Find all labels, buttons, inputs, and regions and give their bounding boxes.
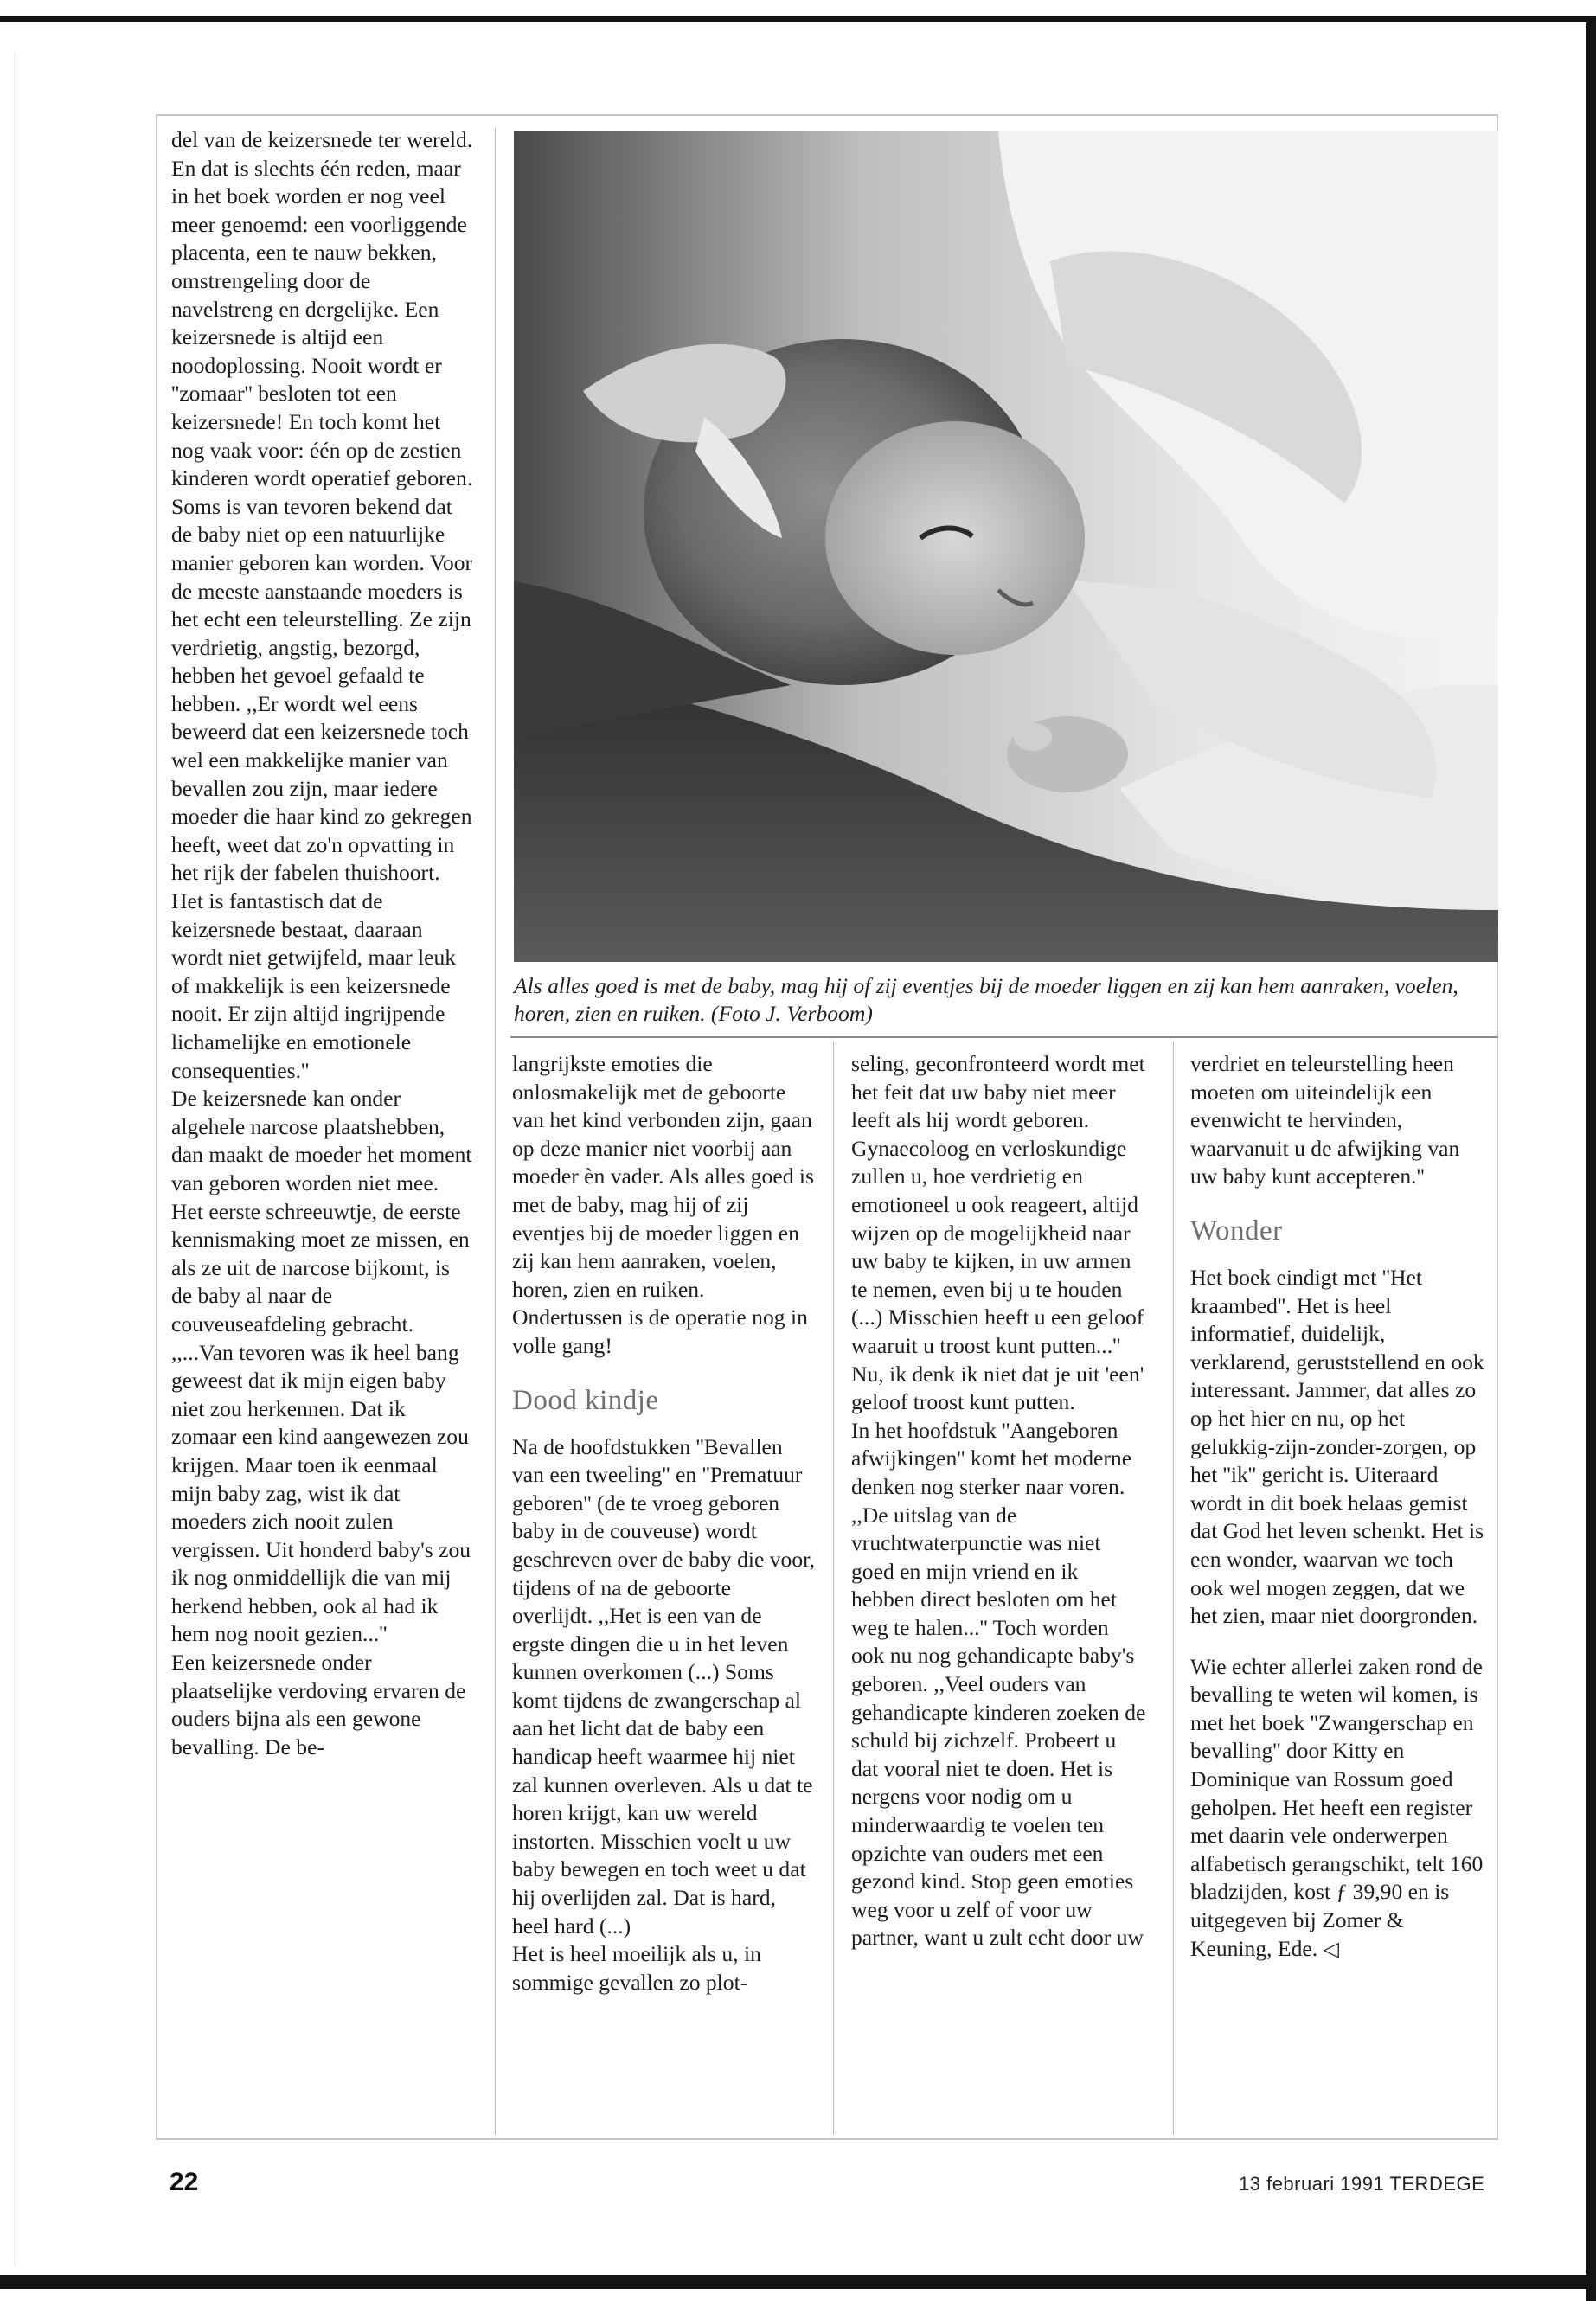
paragraph: verdriet en teleurstelling heen moeten om uiteindelijk een evenwicht te hervinden, waarvanuit u de afwijking van uw baby kunt accepteren.'' xyxy=(1190,1051,1460,1189)
photo-caption: Als alles goed is met de baby, mag hij of zij eventjes bij de moeder liggen en zij kan hem aanraken, voelen, horen, zien en ruiken. (Foto J. Verboom) xyxy=(514,973,1458,1026)
paragraph: Een keizersnede onder plaatselijke verdoving ervaren de ouders bijna als een gewone bevalling. De be- xyxy=(171,1650,466,1759)
publication-date: 13 februari 1991 TERDEGE xyxy=(1239,2173,1485,2195)
paragraph: Na de hoofdstukken ''Bevallen van een tweeling'' en ''Prematuur geboren'' (de te vroeg geboren baby in de couveuse) wordt geschreven over de baby die voor, tijdens of na de geboorte overlijdt. ,,Het is een van de ergste dingen die u in het leven kunnen overkomen (...) Soms komt tijdens de zwangerschap al aan het licht dat de baby een handicap heeft waarmee hij niet zal kunnen overleven. Als u dat te horen krijgt, kan uw wereld instorten. Misschien voelt u uw baby bewegen en toch weet u dat hij overlijden zal. Dat is hard, heel hard (...) xyxy=(512,1433,816,1939)
article-column-2 xyxy=(512,1050,817,1997)
subheading-dood-kindje: Dood kindje xyxy=(512,1384,659,1416)
paragraph: seling, geconfronteerd wordt met het feit dat uw baby niet meer leeft als hij wordt geboren. Gynaecoloog en verloskundige zullen u, hoe verdrietig en emotioneel u ook reageert, altijd wijzen op de mogelijkheid naar uw baby te kijken, in uw armen te nemen, even bij u te houden (...) Misschien heeft u een geloof waaruit u troost kunt putten...'' Nu, ik denk ik niet dat je uit 'een' geloof troost kunt putten. xyxy=(851,1051,1145,1415)
paragraph: langrijkste emoties die onlosmakelijk met de geboorte van het kind verbonden zijn, gaan op deze manier niet voorbij aan moeder èn vader. Als alles goed is met de baby, mag hij of zij eventjes bij de moeder liggen en zij kan hem aanraken, voelen, horen, zien en ruiken. Ondertussen is de operatie nog in volle gang! xyxy=(512,1051,814,1358)
paragraph: In het hoofdstuk ''Aangeboren afwijkingen'' komt het moderne denken nog sterker naar voren. ,,De uitslag van de vruchtwaterpunctie was niet goed en mijn vriend en ik hebben direct besloten om het weg te halen...'' Toch worden ook nu nog gehandicapte baby's geboren. ,,Veel ouders van gehandicapte kinderen zoeken de schuld bij zichzelf. Probeert u dat vooral niet te doen. Het is nergens voor nodig om u minderwaardig te voelen ten opzichte van ouders met een gezond kind. Stop geen emoties weg voor u zelf of voor uw partner, want u zult echt door uw xyxy=(851,1417,1146,1951)
page-number: 22 xyxy=(170,2168,199,2196)
paragraph: De keizersnede kan onder algehele narcose plaatshebben, dan maakt de moeder het moment van geboren worden niet mee. Het eerste schreeuwtje, de eerste kennismaking moet ze missen, en als ze uit de narcose bijkomt, is de baby al naar de couveuseafdeling gebracht. ,,...Van tevoren was ik heel bang geweest dat ik mijn eigen baby niet zou herkennen. Dat ik zomaar een kind aangewezen zou krijgen. Maar toen ik eenmaal mijn baby zag, wist ik dat moeders zich nooit zulen vergissen. Uit honderd baby's zou ik nog onmiddellijk die van mij herkend hebben, ook al had ik hem nog nooit gezien...'' xyxy=(171,1086,472,1647)
scan-margin-line xyxy=(14,52,15,2266)
paragraph: del van de keizersnede ter wereld. En dat is slechts één reden, maar in het boek worden er nog veel meer genoemd: een voorliggende placenta, een te nauw bekken, omstrengeling door de navelstreng en dergelijke. Een keizersnede is altijd een noodoplossing. Nooit wordt er ''zomaar'' besloten tot een keizersnede! En toch komt het nog vaak voor: één op de zestien kinderen wordt operatief geboren. xyxy=(171,127,473,491)
column-rule xyxy=(495,128,496,2135)
paragraph: Het is heel moeilijk als u, in sommige gevallen zo plot- xyxy=(512,1941,761,1995)
newborn-baby-image xyxy=(514,131,1498,962)
newborn-photo xyxy=(514,131,1498,962)
column-rule xyxy=(1173,1042,1174,2135)
caption-rule xyxy=(510,1036,1498,1038)
article-column-3 xyxy=(851,1050,1147,1952)
paragraph: Het boek eindigt met ''Het kraambed''. Het is heel informatief, duidelijk, verklarend, geruststellend en ook interessant. Jammer, dat alles zo op het hier en nu, op het gelukkig-zijn-zonder-zorgen, op het ''ik'' gericht is. Uiteraard wordt in dit boek helaas gemist dat God het leven schenkt. Het is een wonder, waarvan we toch ook wel mogen zeggen, dat we het zien, maar niet doorgronden. xyxy=(1190,1264,1484,1629)
paragraph: Soms is van tevoren bekend dat de baby niet op een natuurlijke manier geboren kan worden. Voor de meeste aanstaande moeders is het echt een teleurstelling. Ze zijn verdrietig, angstig, bezorgd, hebben het gevoel gefaald te hebben. ,,Er wordt wel eens beweerd dat een keizersnede toch wel een makkelijke manier van bevallen zou zijn, maar iedere moeder die haar kind zo gekregen heeft, weet dat zo'n opvatting in het rijk der fabelen thuishoort. Het is fantastisch dat de keizersnede bestaat, daaraan wordt niet getwijfeld, maar leuk of makkelijk is een keizersnede nooit. Er zijn altijd ingrijpende lichamelijke en emotionele consequenties.'' xyxy=(171,493,473,1083)
column-rule xyxy=(833,1042,834,2135)
article-column-1 xyxy=(171,126,474,1761)
scan-border-top xyxy=(0,16,1596,22)
final-paragraph-text: Wie echter allerlei zaken rond de bevalling te weten wil komen, is met het boek ''Zwangerschap en bevalling'' door Kitty en Dominique van Rossum goed geholpen. Het heeft een register met daarin vele onderwerpen alfabetisch gerangschikt, telt 160 bladzijden, kost ƒ 39,90 en is uitgegeven bij Zomer & Keuning, Ede. xyxy=(1190,1653,1484,1961)
article-column-4 xyxy=(1190,1050,1490,1963)
scan-border-right xyxy=(1586,16,1596,2301)
paragraph-gap xyxy=(1190,1631,1490,1653)
subheading-wonder: Wonder xyxy=(1190,1215,1283,1247)
scan-border-bottom xyxy=(0,2275,1596,2289)
paragraph xyxy=(1190,1653,1490,1964)
end-of-article-mark: ◁ xyxy=(1323,1936,1340,1961)
